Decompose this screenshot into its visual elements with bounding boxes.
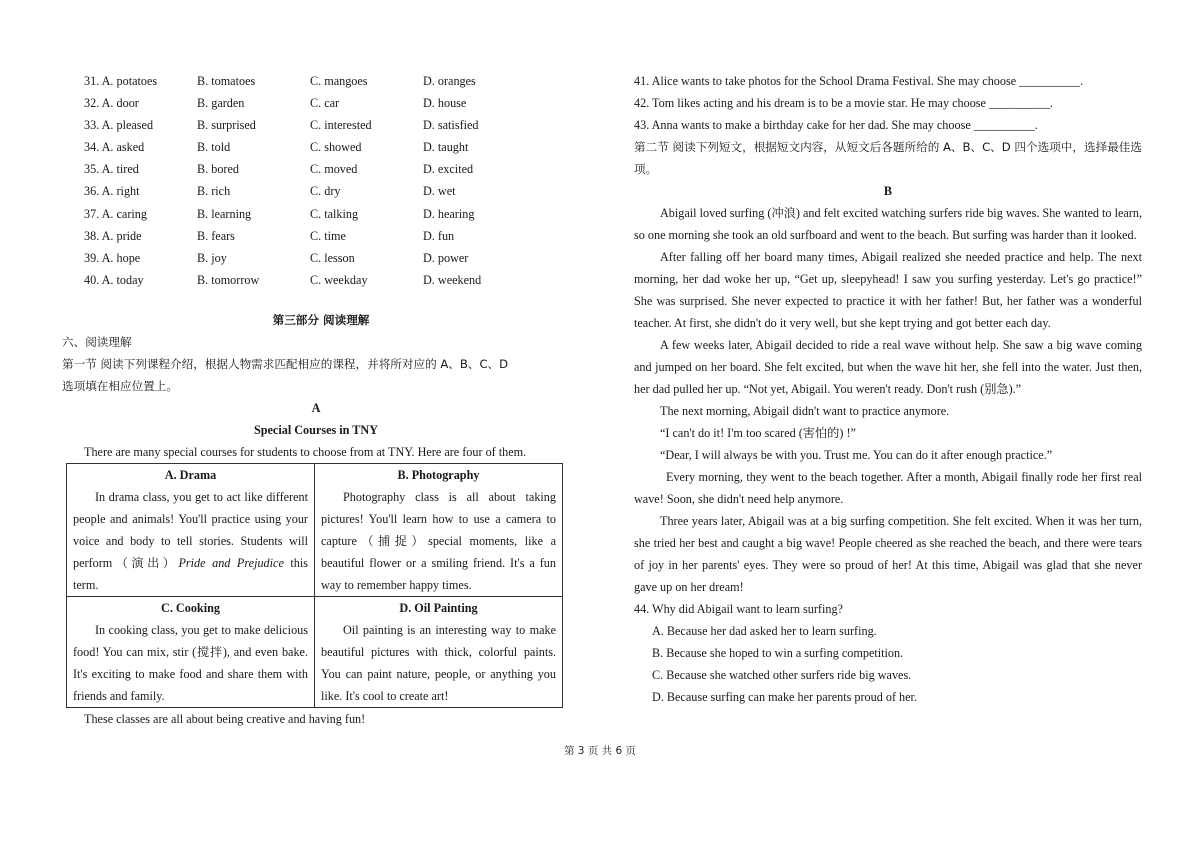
course-photography-body: Photography class is all about taking pictures! You'll learn how to use a camera to capture（捕捉）special moments, like a beautiful flower or a smiling friend. It's a fun way to remember happy times.	[321, 489, 556, 592]
passage-a-label: A	[311, 400, 321, 415]
passage-b-para-1: Abigail loved surfing (冲浪) and felt excited watching surfers ride big waves. She wanted to learn, so one morning she took an old surfboard and went to the beach. But surfing was harder than it looked.	[634, 206, 1142, 242]
option-item: D. excited	[423, 162, 474, 177]
option-item: 40. A. today	[84, 272, 144, 287]
option-item: 33. A. pleased	[84, 118, 154, 133]
option-item: C. time	[310, 228, 346, 243]
option-item: D. wet	[423, 184, 456, 199]
option-item: B. learning	[197, 206, 252, 221]
option-item: D. hearing	[423, 206, 475, 221]
passage-a-intro: There are many special courses for students to choose from at TNY. Here are four of them.	[84, 444, 527, 459]
option-item: D. house	[423, 96, 467, 111]
part3-title: 第三部分 阅读理解	[272, 312, 370, 327]
option-item: C. moved	[310, 162, 358, 177]
option-item: C. car	[310, 96, 340, 111]
option-item: 38. A. pride	[84, 228, 142, 243]
option-item: B. bored	[197, 162, 239, 177]
right-column	[634, 70, 1142, 708]
course-cooking-body: In cooking class, you get to make delicious food! You can mix, stir (搅拌), and even bake. It's exciting to make food and share them with friends and family.	[73, 622, 308, 703]
option-item: 31. A. potatoes	[84, 74, 158, 88]
section6-heading: 六、阅读理解	[62, 334, 132, 349]
question-41: 41. Alice wants to take photos for the School Drama Festival. She may choose __________.	[634, 74, 1084, 88]
option-item: B. tomorrow	[197, 272, 260, 287]
options-row	[62, 136, 570, 158]
option-item: C. weekday	[310, 272, 368, 287]
course-oil-painting-title: D. Oil Painting	[399, 600, 478, 615]
option-item: D. power	[423, 250, 469, 265]
passage-b-para-5: “I can't do it! I'm too scared (害怕的) !”	[660, 426, 856, 440]
option-item: D. oranges	[423, 74, 476, 88]
course-cooking	[67, 596, 315, 707]
option-item: C. mangoes	[310, 74, 368, 88]
course-drama	[67, 463, 315, 596]
passage-b-label: B	[883, 184, 893, 198]
course-drama-book: Pride and Prejudice	[178, 555, 284, 570]
question-43: 43. Anna wants to make a birthday cake for her dad. She may choose __________.	[634, 118, 1038, 132]
options-row	[62, 203, 570, 225]
passage-b-para-3: A few weeks later, Abigail decided to ride a real wave without help. She saw a big wave coming and jumped on her board. She felt excited, but when the wave hit her, she fell into the water. Just then, her dad pulled her up. “Not yet, Abigail. You weren't ready. Don't rush (别急).”	[634, 338, 1142, 396]
option-item: B. joy	[197, 250, 227, 265]
course-drama-body	[73, 486, 308, 596]
passage-b-para-8: Three years later, Abigail was at a big surfing competition. She felt excited. When it was her turn, she tried her best and caught a big wave! People cheered as she reached the beach, and there were tears of joy in her parents' eyes. They were so proud of her! At this time, Abigail was glad that she never gave up on her dream!	[634, 514, 1142, 594]
passage-a-title: Special Courses in TNY	[253, 422, 379, 437]
options-grid	[62, 70, 570, 291]
option-item: B. garden	[197, 96, 245, 111]
course-cooking-title: C. Cooking	[161, 600, 220, 615]
option-item: D. satisfied	[423, 118, 479, 133]
option-item: 39. A. hope	[84, 250, 141, 265]
option-item: B. told	[197, 140, 231, 155]
question-44: 44. Why did Abigail want to learn surfing?	[634, 602, 843, 616]
passage-b-para-4: The next morning, Abigail didn't want to practice anymore.	[660, 404, 950, 418]
course-drama-title: A. Drama	[164, 467, 217, 482]
options-row	[62, 114, 570, 136]
option-item: B. rich	[197, 184, 231, 199]
options-row	[62, 180, 570, 202]
option-item: C. lesson	[310, 250, 355, 265]
option-item: 36. A. right	[84, 184, 140, 199]
passage-b-para-6: “Dear, I will always be with you. Trust me. You can do it after enough practice.”	[660, 448, 1053, 462]
options-row	[62, 70, 570, 92]
question-44-option-a: A. Because her dad asked her to learn surfing.	[652, 624, 877, 638]
option-item: C. dry	[310, 184, 341, 199]
left-column	[62, 70, 570, 730]
passage-a-end: These classes are all about being creative and having fun!	[84, 711, 366, 726]
question-44-option-c: C. Because she watched other surfers ride big waves.	[652, 668, 912, 682]
course-photography	[315, 463, 563, 596]
course-oil-painting	[315, 596, 563, 707]
option-item: B. fears	[197, 228, 235, 243]
option-item: D. taught	[423, 140, 469, 155]
option-item: 32. A. door	[84, 96, 139, 111]
option-item: 37. A. caring	[84, 206, 147, 221]
options-row	[62, 92, 570, 114]
options-row	[62, 225, 570, 247]
passage-b-para-7: Every morning, they went to the beach together. After a month, Abigail finally rode her first real wave! Soon, she didn't need help anymore.	[634, 470, 1142, 506]
course-drama-text: In drama class, you get to act like different people and animals! You'll practice using your voice and body to tell stories. Students will perform（演出）	[73, 489, 308, 570]
course-drama-text-end: this term.	[73, 555, 309, 592]
courses-table	[66, 463, 563, 708]
question-44-option-b: B. Because she hoped to win a surfing competition.	[652, 646, 904, 660]
section1-instruction-line1: 第一节 阅读下列课程介绍，根据人物需求匹配相应的课程，并将所对应的 A、B、C、D	[62, 356, 509, 371]
passage-b-para-2: After falling off her board many times, Abigail realized she needed practice and help. The next morning, her dad woke her up, “Get up, sleepyhead! I saw you surfing yesterday. Let's go practice!” She was surprised. She never expected to practice it with her father! But, her father was a wonderful teacher. At first, she didn't do it very well, but she kept trying and got better each day.	[634, 250, 1142, 330]
course-photography-title: B. Photography	[397, 467, 480, 482]
option-item: 35. A. tired	[84, 162, 139, 177]
option-item: 34. A. asked	[84, 140, 145, 155]
course-oil-painting-body: Oil painting is an interesting way to make beautiful pictures with thick, colorful paints. You can paint nature, people, or anything you like. It's cool to create art!	[321, 622, 556, 703]
option-item: C. talking	[310, 206, 359, 221]
option-item: D. fun	[423, 228, 455, 243]
option-item: C. interested	[310, 118, 372, 133]
option-item: B. surprised	[197, 118, 256, 133]
section2-instruction: 第二节 阅读下列短文，根据短文内容，从短文后各题所给的 A、B、C、D 四个选项中，选择最佳选项。	[634, 140, 1142, 176]
option-item: B. tomatoes	[197, 74, 256, 88]
options-row	[62, 269, 570, 291]
section1-instruction-line2: 选项填在相应位置上。	[62, 378, 178, 393]
option-item: C. showed	[310, 140, 362, 155]
question-44-option-d: D. Because surfing can make her parents proud of her.	[652, 690, 917, 704]
page-footer: 第 3 页 共 6 页	[563, 745, 637, 757]
options-row	[62, 247, 570, 269]
options-row	[62, 158, 570, 180]
question-42: 42. Tom likes acting and his dream is to be a movie star. He may choose __________.	[634, 96, 1053, 110]
option-item: D. weekend	[423, 272, 482, 287]
